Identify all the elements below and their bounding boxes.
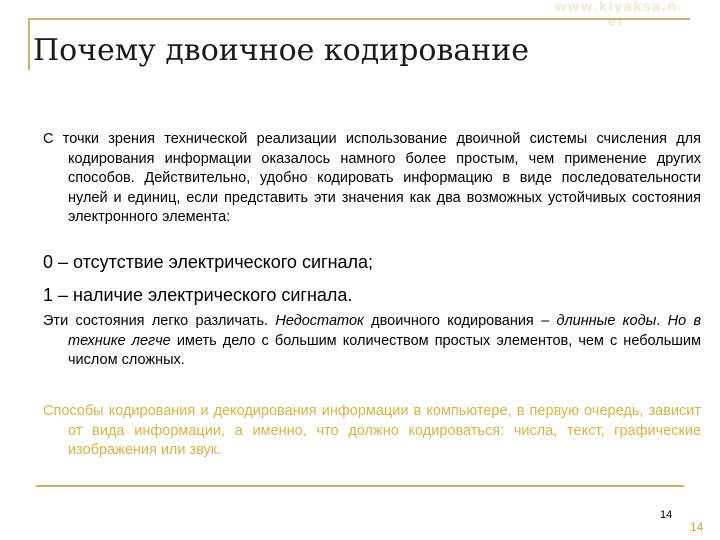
page-number: 14 bbox=[660, 509, 673, 521]
paragraph-coding-methods: Способы кодирования и декодирования информации в компьютере, в первую очередь, зависит от вида информации, а именно, что должно кодироваться: числа, текст, графические изображения или звук. bbox=[43, 403, 701, 458]
drawbacks-text-3: . bbox=[656, 313, 668, 329]
drawbacks-text-4: иметь дело с большим количеством простых элементов, чем с небольшим числом сложных. bbox=[68, 332, 701, 368]
drawbacks-italic-technique: Но в технике легче bbox=[68, 313, 702, 349]
drawbacks-italic-long-codes: длинные коды bbox=[556, 313, 657, 329]
drawbacks-italic-disadvantage: Недостаток bbox=[275, 313, 364, 329]
watermark-line-2: et bbox=[607, 15, 625, 30]
paragraph-binary-implementation: С точки зрения технической реализации использование двоичной системы счисления для кодирования информации оказалось намного более простым, чем применение других способов. Действительно, удобно кодировать информацию в виде последовательности нулей и единиц, если представить эти значения как два возможных устойчивых состояния электронного элемента: bbox=[43, 131, 701, 225]
page-number-corner: 14 bbox=[690, 520, 704, 534]
watermark-line-1: www.klyaksa.n bbox=[554, 0, 678, 15]
slide-title: Почему двоичное кодирование bbox=[33, 33, 529, 68]
drawbacks-text-2: двоичного кодирования – bbox=[363, 313, 557, 329]
state-zero-line: 0 – отсутствие электрического сигнала; bbox=[43, 252, 374, 272]
state-one-line: 1 – наличие электрического сигнала. bbox=[43, 285, 353, 305]
footer-divider bbox=[36, 485, 684, 487]
paragraph-drawbacks bbox=[43, 312, 701, 371]
drawbacks-text-1: Эти состояния легко различать. bbox=[43, 313, 276, 329]
